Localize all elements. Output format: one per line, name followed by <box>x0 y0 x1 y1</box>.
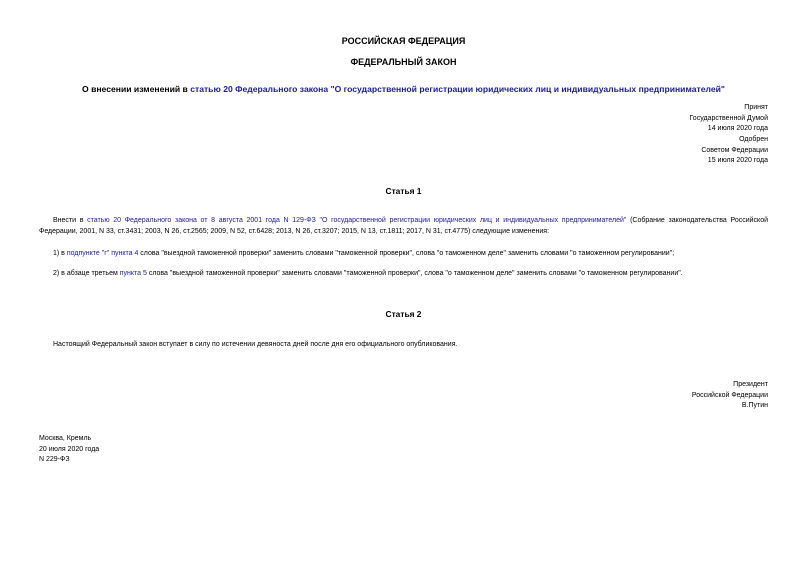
intro-link[interactable]: статью 20 Федерального закона от 8 августа 2001 года N 129-ФЗ "О государственной регистрации юридических лиц и индивидуальных предпринимателей" <box>87 217 627 224</box>
law-number: N 229-ФЗ <box>39 456 70 463</box>
intro-suffix: (Собрание законодательства Российской Федерации, 2001, N 33, ст.3431; 2003, N 26, ст.2565; 2009, N 52, ст.6428; 2013, N 26, ст.3207; 2015, N 13, ст.1811; 2017, N 31, ст.4775) следующие изменения: <box>39 217 769 235</box>
item-2-suffix: слова "выездной таможенной проверки" заменить словами "таможенной проверки", слова "о таможенном деле" заменить словами "о таможенном регулировании". <box>146 270 683 277</box>
approved-label: Одобрен <box>739 136 768 143</box>
signature-name: В.Путин <box>741 402 768 409</box>
country-heading: РОССИЙСКАЯ ФЕДЕРАЦИЯ <box>341 36 466 46</box>
article-1-heading: Статья 1 <box>385 186 422 196</box>
law-title-prefix: О внесении изменений в <box>82 84 191 94</box>
adopted-label: Принят <box>744 104 768 111</box>
adopted-date: 14 июля 2020 года <box>707 125 768 132</box>
approved-body: Советом Федерации <box>701 146 768 154</box>
item-1-suffix: слова "выездной таможенной проверки" заменить словами "таможенной проверки", слова "о таможенном деле" заменить словами "о таможенном регулировании"; <box>138 250 675 257</box>
item-1-prefix: 1) в <box>53 250 67 257</box>
article-1-intro <box>39 216 768 237</box>
law-title <box>0 84 807 94</box>
adopted-body: Государственной Думой <box>689 114 768 122</box>
item-2-link[interactable]: пункта 5 <box>119 270 147 277</box>
law-title-link[interactable]: статью 20 Федерального закона "О государственной регистрации юридических лиц и индивидуальных предпринимателей" <box>190 84 725 94</box>
place-block <box>39 434 99 466</box>
signature-title: Президент <box>733 381 768 388</box>
approved-date: 15 июля 2020 года <box>707 157 768 164</box>
signature-block <box>692 380 768 412</box>
item-1-link[interactable]: подпункте "г" пункта 4 <box>66 250 139 257</box>
article-2-heading: Статья 2 <box>385 309 422 319</box>
approved-block <box>701 135 768 167</box>
article-1-item-1 <box>39 249 768 260</box>
intro-prefix: Внести в <box>53 217 88 224</box>
signature-office: Российской Федерации <box>691 391 768 399</box>
article-1-item-2 <box>39 269 768 280</box>
item-2-prefix: 2) в абзаце третьем <box>53 270 120 277</box>
place-date: 20 июля 2020 года <box>39 445 100 453</box>
doc-type-heading: ФЕДЕРАЛЬНЫЙ ЗАКОН <box>350 57 457 67</box>
place-city: Москва, Кремль <box>39 435 92 442</box>
article-2-text: Настоящий Федеральный закон вступает в силу по истечении девяноста дней после дня его официального опубликования. <box>53 341 458 348</box>
adopted-block <box>689 103 768 135</box>
